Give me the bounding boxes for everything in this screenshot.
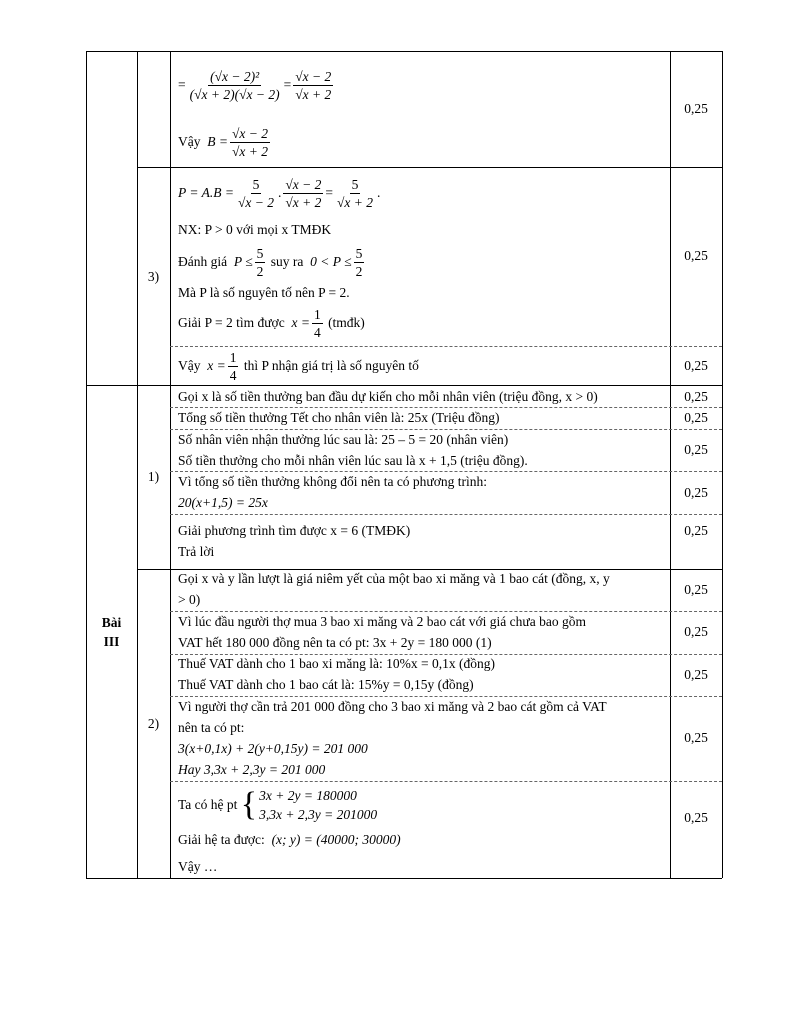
- fraction-p3: $\frac{5}{√x + 2}$: [337, 176, 374, 210]
- solve-line: Giải hệ ta được: (x; y) = (40000; 30000): [178, 832, 401, 847]
- p2-score-2: 0,25: [684, 624, 708, 639]
- map-line: Mà P là số nguyên tố nên P = 2.: [178, 285, 350, 300]
- p1-row-4a: Vì tổng số tiền thưởng không đổi nên ta có phương trình:: [178, 474, 488, 489]
- p1-row-3a: Số nhân viên nhận thưởng lúc sau là: 25 – 5 = 20 (nhân viên): [178, 432, 509, 447]
- p1-row-5b: Trả lời: [178, 544, 215, 559]
- row-sep-1d: [170, 514, 722, 515]
- p2-row-2b: VAT hết 180 000 đồng nên ta có pt: 3x + 2y = 180 000 (1): [178, 635, 492, 650]
- system-block: Ta có hệ pt { 3x + 2y = 180000 3,3x + 2,3y = 201000: [178, 786, 378, 823]
- p1-score-4: 0,25: [684, 485, 708, 500]
- p2-row-2a: Vì lúc đầu người thợ mua 3 bao xi măng và 2 bao cát với giá chưa bao gồm: [178, 614, 586, 629]
- row-sep-1b: [170, 429, 722, 430]
- fraction-p2: $\frac{√x - 2}{√x + 2}$: [285, 176, 322, 210]
- p1-row-3b: Số tiền thưởng cho mỗi nhân viên lúc sau là x + 1,5 (triệu đồng).: [178, 453, 528, 468]
- score-vay-p: 0,25: [684, 358, 708, 373]
- row-sep-1c: [170, 471, 722, 472]
- part-label-3: 3): [147, 269, 160, 284]
- fraction-p1: $\frac{5}{√x - 2}$: [237, 176, 274, 210]
- system-equations: { 3x + 2y = 180000 3,3x + 2,3y = 201000: [240, 786, 378, 823]
- section-sep-bai3: [86, 385, 722, 386]
- fraction-vay-p: $\frac{1}{4}$: [229, 349, 237, 383]
- p1-score-2: 0,25: [684, 410, 708, 425]
- p1-row-4b: 20(x+1,5) = 25x: [178, 495, 268, 510]
- p2-row-1b: > 0): [178, 592, 201, 607]
- row-sep-p: [170, 346, 722, 347]
- part-sep-2: [137, 569, 722, 570]
- part-label-2: 2): [147, 716, 160, 731]
- p1-score-3: 0,25: [684, 442, 708, 457]
- p2-score-4: 0,25: [684, 730, 708, 745]
- nx-line: NX: P > 0 với mọi x TMĐK: [178, 222, 332, 237]
- vay-p-line: Vậy x = $\frac{1}{4}$ thì P nhận giá trị là số nguyên tố: [178, 349, 419, 383]
- fraction-danhgia: $\frac{5}{2}$: [256, 245, 264, 279]
- table-top-border: [86, 51, 722, 52]
- p1-score-5: 0,25: [684, 523, 708, 538]
- p2-score-1: 0,25: [684, 582, 708, 597]
- p1-score-1: 0,25: [684, 389, 708, 404]
- row-sep-2c: [170, 696, 722, 697]
- p1-row-1: Gọi x là số tiền thưởng ban đầu dự kiến cho mỗi nhân viên (triệu đồng, x > 0): [178, 389, 598, 404]
- row-sep-2d: [170, 781, 722, 782]
- p2-row-4d: Hay 3,3x + 2,3y = 201 000: [178, 762, 326, 777]
- p2-score-5: 0,25: [684, 810, 708, 825]
- p2-row-3a: Thuế VAT dành cho 1 bao xi măng là: 10%x = 0,1x (đồng): [178, 656, 495, 671]
- col-border-3: [170, 51, 171, 878]
- conclusion-line: Vậy …: [178, 859, 218, 874]
- col-border-4: [670, 51, 671, 878]
- p1-row-5a: Giải phương trình tìm được x = 6 (TMĐK): [178, 523, 411, 538]
- p2-row-4a: Vì người thợ cần trả 201 000 đồng cho 3 bao xi măng và 2 bao cát gồm cả VAT: [178, 699, 607, 714]
- p2-row-4b: nên ta có pt:: [178, 720, 245, 735]
- col-border-2: [137, 51, 138, 878]
- row-sep-b: [137, 167, 722, 168]
- p-formula: P = A.B = $\frac{5}{√x - 2}$ . $\frac{√x - 2}{√x + 2}$ = $\frac{5}{√x + 2}$ .: [178, 176, 381, 210]
- p2-score-3: 0,25: [684, 667, 708, 682]
- score-p: 0,25: [684, 248, 708, 263]
- p2-row-4c: 3(x+0,1x) + 2(y+0,15y) = 201 000: [178, 741, 368, 756]
- giai-line: Giải P = 2 tìm được x = $\frac{1}{4}$ (tmđk): [178, 306, 365, 340]
- fraction-b: $\frac{√x - 2}{√x + 2}$: [295, 68, 332, 102]
- row-sep-2a: [170, 611, 722, 612]
- score-b: 0,25: [684, 101, 708, 116]
- col-border-right: [722, 51, 723, 878]
- part-label-1: 1): [147, 469, 160, 484]
- table-bottom-border: [86, 878, 722, 879]
- p1-row-2: Tổng số tiền thưởng Tết cho nhân viên là: 25x (Triệu đồng): [178, 410, 500, 425]
- fraction-vay-b: $\frac{√x - 2}{√x + 2}$: [231, 125, 268, 159]
- fraction-a: $\frac{\text{(√x − 2)²}}{(√x + 2)(√x - 2)}$: [189, 68, 280, 102]
- vay-b-line: Vậy B = $\frac{√x - 2}{√x + 2}$: [178, 125, 268, 159]
- row-sep-2b: [170, 654, 722, 655]
- p2-row-3b: Thuế VAT dành cho 1 bao cát là: 15%y = 0,15y (đồng): [178, 677, 474, 692]
- p2-row-1a: Gọi x và y lần lượt là giá niêm yết của một bao xi măng và 1 bao cát (đồng, x, y: [178, 571, 610, 586]
- brace-icon: {: [240, 786, 258, 823]
- danhgia-line: Đánh giá P ≤ $\frac{5}{2}$ suy ra 0 < P ≤ $\frac{5}{2}$: [178, 245, 363, 279]
- row-sep-1a: [170, 407, 722, 408]
- bai3-label: Bài III: [101, 615, 122, 649]
- fraction-suyra: $\frac{5}{2}$: [355, 245, 363, 279]
- fraction-simplify-step: = $\frac{\text{(√x − 2)²}}{(√x + 2)(√x - 2)}$ = $\frac{√x - 2}{√x + 2}$: [178, 68, 332, 102]
- fraction-giai: $\frac{1}{4}$: [313, 306, 321, 340]
- col-border-left: [86, 51, 87, 878]
